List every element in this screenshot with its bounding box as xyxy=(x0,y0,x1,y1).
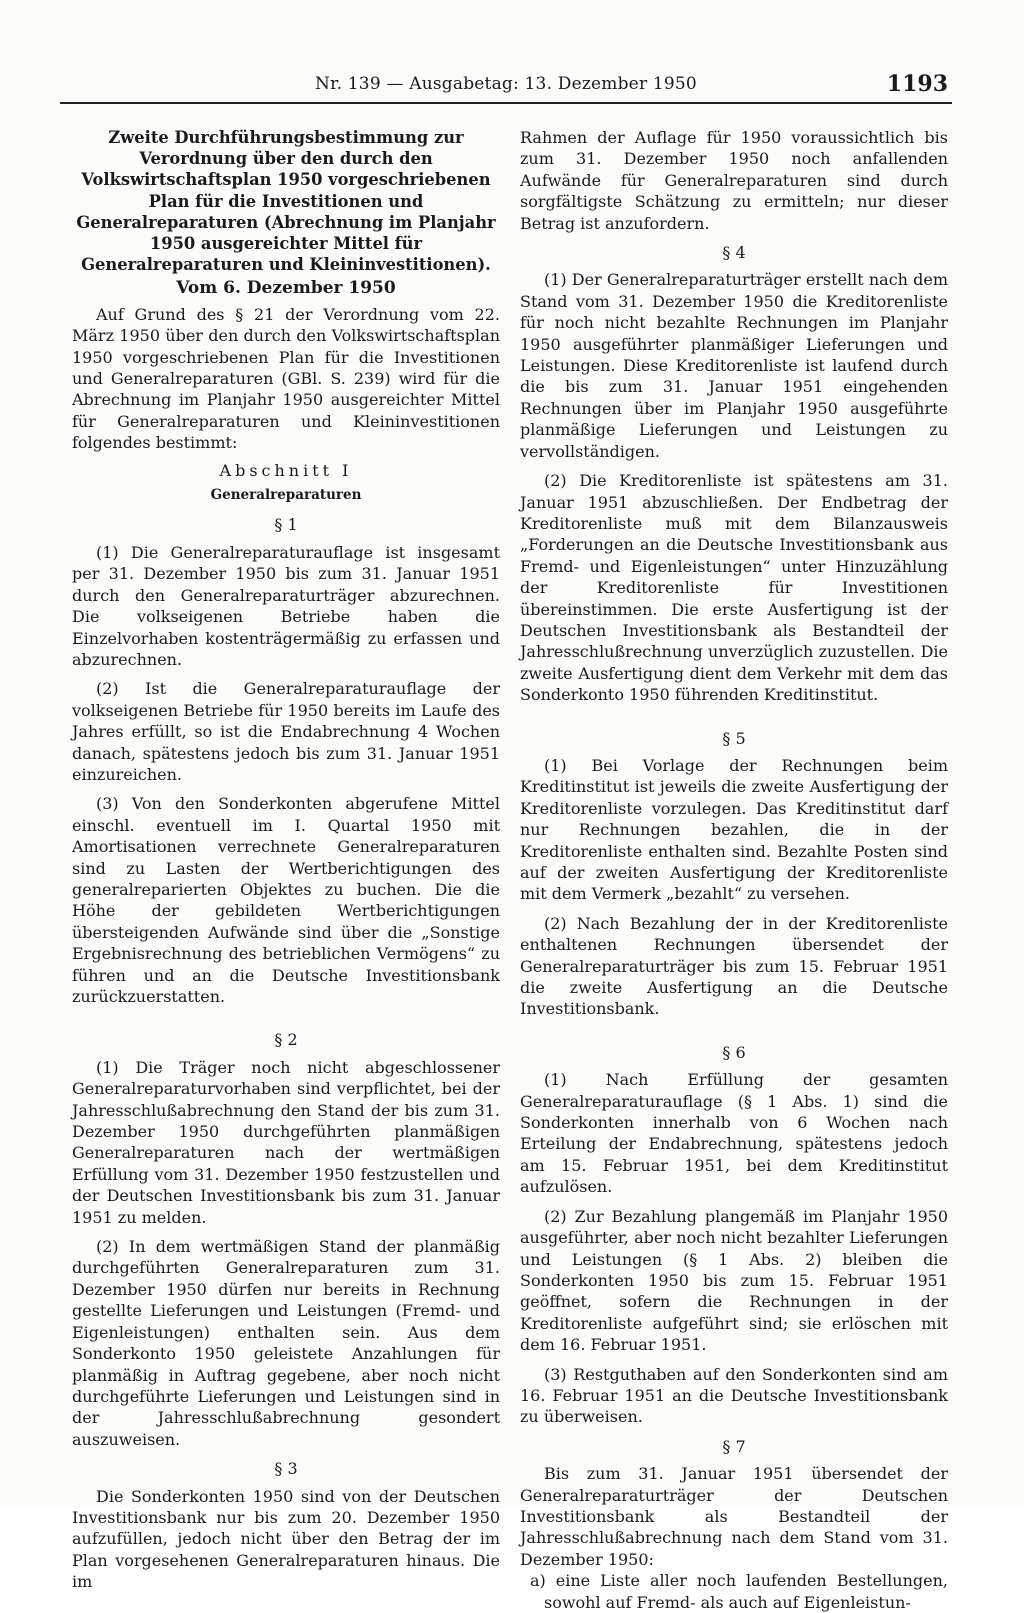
paragraph-6-heading: § 6 xyxy=(722,1042,746,1062)
paragraph-1-clause-2: (2) Ist die Generalreparaturauflage der volkseigenen Betriebe für 1950 bereits im Laufe des Jahres erfüllt, so ist die Endabrechnung 4 Wochen danach, spätestens jedoch bis zum 31. Januar 1951 einzureichen. xyxy=(72,679,500,784)
paragraph-3-heading: § 3 xyxy=(274,1459,298,1479)
paragraph-7-heading: § 7 xyxy=(722,1436,746,1456)
paragraph-4-heading: § 4 xyxy=(722,243,746,263)
paragraph-7-intro: Bis zum 31. Januar 1951 übersendet der Generalreparaturträger der Deutschen Investitionsbank als Bestandteil der Jahresschlußabrechnung nach dem Stand vom 31. Dezember 1950: xyxy=(520,1464,948,1569)
paragraph-2-clause-2: (2) In dem wertmäßigen Stand der planmäßig durchgeführten Generalreparaturen zum 31. Dezember 1950 dürfen nur bereits in Rechnung gestellte Lieferungen und Leistungen (Fremd- und Eigenleistungen) enthalten sein. Aus dem Sonderkonto 1950 geleistete Anzahlungen für planmäßig in Auftrag gegebene, aber noch nicht durchgeführte Lieferungen und Leistungen sind in der Jahresschlußabrechnung gesondert auszuweisen. xyxy=(72,1237,500,1449)
document-date: Vom 6. Dezember 1950 xyxy=(176,278,396,299)
page-header xyxy=(60,72,952,104)
section-title: Generalreparaturen xyxy=(210,487,362,504)
paragraph-1-clause-3: (3) Von den Sonderkonten abgerufene Mittel einschl. eventuell im I. Quartal 1950 mit Amortisationen verrechnete Generalreparaturen sind zu Lasten der Wertberichtigungen des generalreparierten Objektes zu buchen. Die die Höhe der gebildeten Wertberichtigungen übersteigenden Aufwände sind über die „Sonstige Ergebnisrechnung des betrieblichen Vermögens“ zu führen und an die Deutsche Investitionsbank zurückzuerstatten. xyxy=(72,794,500,1007)
paragraph-5-clause-1: (1) Bei Vorlage der Rechnungen beim Kreditinstitut ist jeweils die zweite Ausfertigung der Kreditorenliste vorzulegen. Das Kreditinstitut darf nur Rechnungen bezahlen, die in der Kreditorenliste enthalten sind. Bezahlte Posten sind auf der zweiten Ausfertigung der Kreditorenliste mit dem Vermerk „bezahlt“ zu versehen. xyxy=(520,755,948,904)
paragraph-6-clause-1: (1) Nach Erfüllung der gesamten Generalreparaturauflage (§ 1 Abs. 1) sind die Sonderkonten innerhalb von 6 Wochen nach Erteilung der Endabrechnung, spätestens jedoch am 15. Februar 1951, bei dem Kreditinstitut aufzulösen. xyxy=(520,1070,948,1197)
paragraph-3-text-right: Rahmen der Auflage für 1950 voraussichtlich bis zum 31. Dezember 1950 noch anfallenden Aufwände für Generalreparaturen sind durch sorgfältigste Schätzung zu ermitteln; nur dieser Betrag ist anzufordern. xyxy=(520,128,948,233)
page-number: 1193 xyxy=(886,71,948,97)
left-column xyxy=(72,127,500,1593)
issue-line: Nr. 139 — Ausgabetag: 13. Dezember 1950 xyxy=(315,74,697,94)
paragraph-5-heading: § 5 xyxy=(722,728,746,748)
section-label: Abschnitt I xyxy=(219,460,353,480)
paragraph-4-clause-2: (2) Die Kreditorenliste ist spätestens am 31. Januar 1951 abzuschließen. Der Endbetrag der Kreditorenliste muß mit dem Bilanzausweis „Forderungen an die Deutsche Investitionsbank aus Fremd- und Eigenleistungen“ unter Hinzuzählung der Kreditorenliste für Investitionen übereinstimmen. Die erste Ausfertigung ist der Deutschen Investitionsbank als Bestandteil der Jahresschlußrechnung unverzüglich zuzustellen. Die zweite Ausfertigung dient dem Verkehr mit dem das Sonderkonto 1950 führenden Kreditinstitut. xyxy=(520,471,948,705)
right-column xyxy=(520,127,948,1613)
paragraph-6-clause-3: (3) Restguthaben auf den Sonderkonten sind am 16. Februar 1951 an die Deutsche Investitionsbank zu überweisen. xyxy=(520,1364,948,1427)
paragraph-6-clause-2: (2) Zur Bezahlung plangemäß im Planjahr 1950 ausgeführter, aber noch nicht bezahlter Lieferungen und Leistungen (§ 1 Abs. 2) bleiben die Sonderkonten 1950 bis zum 15. Februar 1951 geöffnet, sofern die Rechnungen in der Kreditorenliste aufgeführt sind; sie erlöschen mit dem 16. Februar 1951. xyxy=(520,1206,948,1355)
document-title: Zweite Durchführungsbestimmung zur Verordnung über den durch den Volkswirtschaftsplan 1950 vorgeschriebenen Plan für die Investitionen und Generalreparaturen (Abrechnung im Planjahr 1950 ausgereichter Mittel für Generalreparaturen und Kleininvestitionen). xyxy=(76,128,496,275)
paragraph-3-text-left: Die Sonderkonten 1950 sind von der Deutschen Investitionsbank nur bis zum 20. Dezember 1950 aufzufüllen, jedoch nicht über den Betrag der im Plan vorgesehenen Generalreparaturen hinaus. Die im xyxy=(72,1486,500,1592)
paragraph-5-clause-2: (2) Nach Bezahlung der in der Kreditorenliste enthaltenen Rechnungen übersendet der Generalreparaturträger bis zum 15. Februar 1951 die zweite Ausfertigung an die Deutsche Investitionsbank. xyxy=(520,913,948,1019)
preamble: Auf Grund des § 21 der Verordnung vom 22. März 1950 über den durch den Volkswirtschaftsplan 1950 vorgeschriebenen Plan für die Investitionen und Generalreparaturen (GBl. S. 239) wird für die Abrechnung im Planjahr 1950 ausgereichter Mittel für Generalreparaturen und Kleininvestitionen folgendes bestimmt: xyxy=(72,304,500,453)
paragraph-2-clause-1: (1) Die Träger noch nicht abgeschlossener Generalreparaturvorhaben sind verpflichtet, bei der Jahresschlußabrechnung den Stand der bis zum 31. Dezember 1950 durchgeführten planmäßigen Generalreparaturen nach der wertmäßigen Erfüllung vom 31. Dezember 1950 festzustellen und der Deutschen Investitionsbank bis zum 31. Januar 1951 zu melden. xyxy=(72,1057,500,1227)
paragraph-7-item-a: a) eine Liste aller noch laufenden Bestellungen, sowohl auf Fremd- als auch auf Eigenleistun- xyxy=(530,1571,948,1612)
paragraph-1-clause-1: (1) Die Generalreparaturauflage ist insgesamt per 31. Dezember 1950 bis zum 31. Januar 1951 durch den Generalreparaturträger abzurechnen. Die volkseigenen Betriebe haben die Einzelvorhaben kostenträgermäßig zu erfassen und abzurechnen. xyxy=(72,542,500,669)
paragraph-2-heading: § 2 xyxy=(274,1030,298,1050)
paragraph-4-clause-1: (1) Der Generalreparaturträger erstellt nach dem Stand vom 31. Dezember 1950 die Kreditorenliste für noch nicht bezahlte Rechnungen im Planjahr 1950 ausgeführter planmäßiger Lieferungen und Leistungen. Diese Kreditorenliste ist laufend durch die bis zum 31. Januar 1951 eingehenden Rechnungen über im Planjahr 1950 ausgeführte planmäßige Lieferungen und Leistungen zu vervollständigen. xyxy=(520,270,948,461)
paragraph-1-heading: § 1 xyxy=(274,515,298,535)
